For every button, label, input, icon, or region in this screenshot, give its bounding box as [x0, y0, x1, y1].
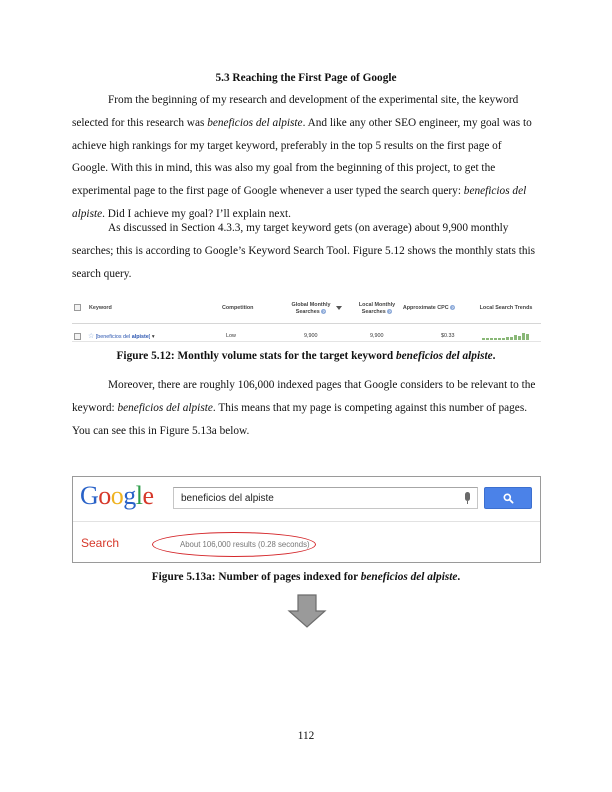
search-input[interactable]: beneficios del alpiste — [173, 487, 478, 509]
paragraph-text: From the beginning of my research and development of the experimental site, the keyword selected for this research was — [72, 94, 519, 129]
search-button[interactable] — [484, 487, 532, 509]
paragraph-intro — [72, 89, 540, 226]
dropdown-icon[interactable]: ▾ — [151, 334, 155, 340]
trend-bar — [518, 336, 521, 340]
header-cpc[interactable]: Approximate CPC ? — [402, 305, 454, 311]
page-number: 112 — [297, 730, 315, 742]
result-stats: About 106,000 results (0.28 seconds) — [180, 540, 310, 549]
star-icon[interactable]: ☆ — [88, 333, 95, 340]
figure-caption-5-13a: Figure 5.13a: Number of pages indexed for beneficios del alpiste. — [151, 571, 461, 583]
table-row — [72, 330, 541, 342]
paragraph-text: Moreover, there are roughly 106,000 indexed pages that Google considers to be relevant to the keyword: — [72, 379, 536, 414]
help-icon[interactable]: ? — [322, 308, 325, 314]
down-arrow-icon — [287, 594, 327, 628]
search-tab-label[interactable]: Search — [81, 536, 120, 550]
google-search-screenshot — [72, 476, 541, 563]
header-local-monthly[interactable]: Local Monthly Searches ? — [358, 302, 396, 315]
microphone-icon[interactable] — [465, 492, 470, 501]
trend-bar — [506, 337, 509, 340]
search-icon — [503, 493, 514, 504]
trend-bar — [526, 334, 529, 340]
trend-bar — [494, 338, 497, 340]
trend-bar — [486, 338, 489, 340]
trend-bar — [498, 338, 501, 340]
trend-bar — [502, 338, 505, 340]
divider — [73, 521, 540, 522]
section-heading: 5.3 Reaching the First Page of Google — [215, 72, 397, 84]
paragraph-text: . This means that my page is competing against this number of pages. You can see this in Figure 5.13a below. — [72, 401, 528, 437]
keyword-emphasis: beneficios del alpiste — [72, 185, 527, 220]
cpc-cell: $0.33 — [441, 333, 455, 339]
paragraph-text: . Did I achieve my goal? I’ll explain next. — [102, 207, 291, 220]
row-checkbox[interactable] — [74, 333, 81, 340]
competition-cell: Low — [226, 333, 236, 339]
trend-bar — [510, 337, 513, 340]
trend-bar — [522, 333, 525, 340]
local-searches-cell: 9,900 — [370, 333, 384, 339]
keyword-tool-table — [72, 296, 541, 348]
help-icon[interactable]: ? — [451, 305, 454, 311]
header-keyword[interactable]: Keyword — [89, 305, 112, 311]
header-competition[interactable]: Competition — [222, 305, 254, 311]
paragraph-text: . And like any other SEO engineer, my goal was to achieve high rankings for my target keyword, preferably in the top 5 results on the first page of Google. With this in mind, this was also my goal from the beginning of this project, to get the experimental page to the first page of Google whenever a user typed the search query: — [72, 116, 532, 198]
keyword-cell[interactable]: ☆ [beneficios del alpiste] ▾ — [88, 333, 155, 340]
global-searches-cell: 9,900 — [304, 333, 318, 339]
trend-bar — [490, 338, 493, 340]
trend-bar — [482, 338, 485, 340]
trend-bars — [482, 332, 530, 340]
header-global-monthly[interactable]: Global Monthly Searches ? — [291, 302, 331, 315]
keyword-emphasis: beneficios del alpiste — [117, 401, 213, 414]
select-all-checkbox[interactable] — [74, 304, 81, 311]
keyword-emphasis: beneficios del alpiste — [207, 116, 303, 129]
table-header-row — [72, 296, 541, 324]
paragraph-monthly-searches — [72, 217, 540, 285]
figure-caption-5-12: Figure 5.12: Monthly volume stats for the target keyword beneficios del alpiste. — [116, 350, 496, 362]
help-icon[interactable]: ? — [388, 308, 391, 314]
paragraph-text: As discussed in Section 4.3.3, my target keyword gets (on average) about 9,900 monthly searches; this is according to Google’s Keyword Search Tool. Figure 5.12 shows the monthly stats this search query. — [72, 222, 536, 280]
google-logo[interactable]: Google — [80, 481, 154, 510]
paragraph-indexed-pages — [72, 374, 540, 442]
trend-bar — [514, 335, 517, 340]
sort-down-icon[interactable] — [336, 306, 342, 310]
highlight-ellipse — [152, 532, 316, 557]
header-trends[interactable]: Local Search Trends — [479, 305, 533, 311]
